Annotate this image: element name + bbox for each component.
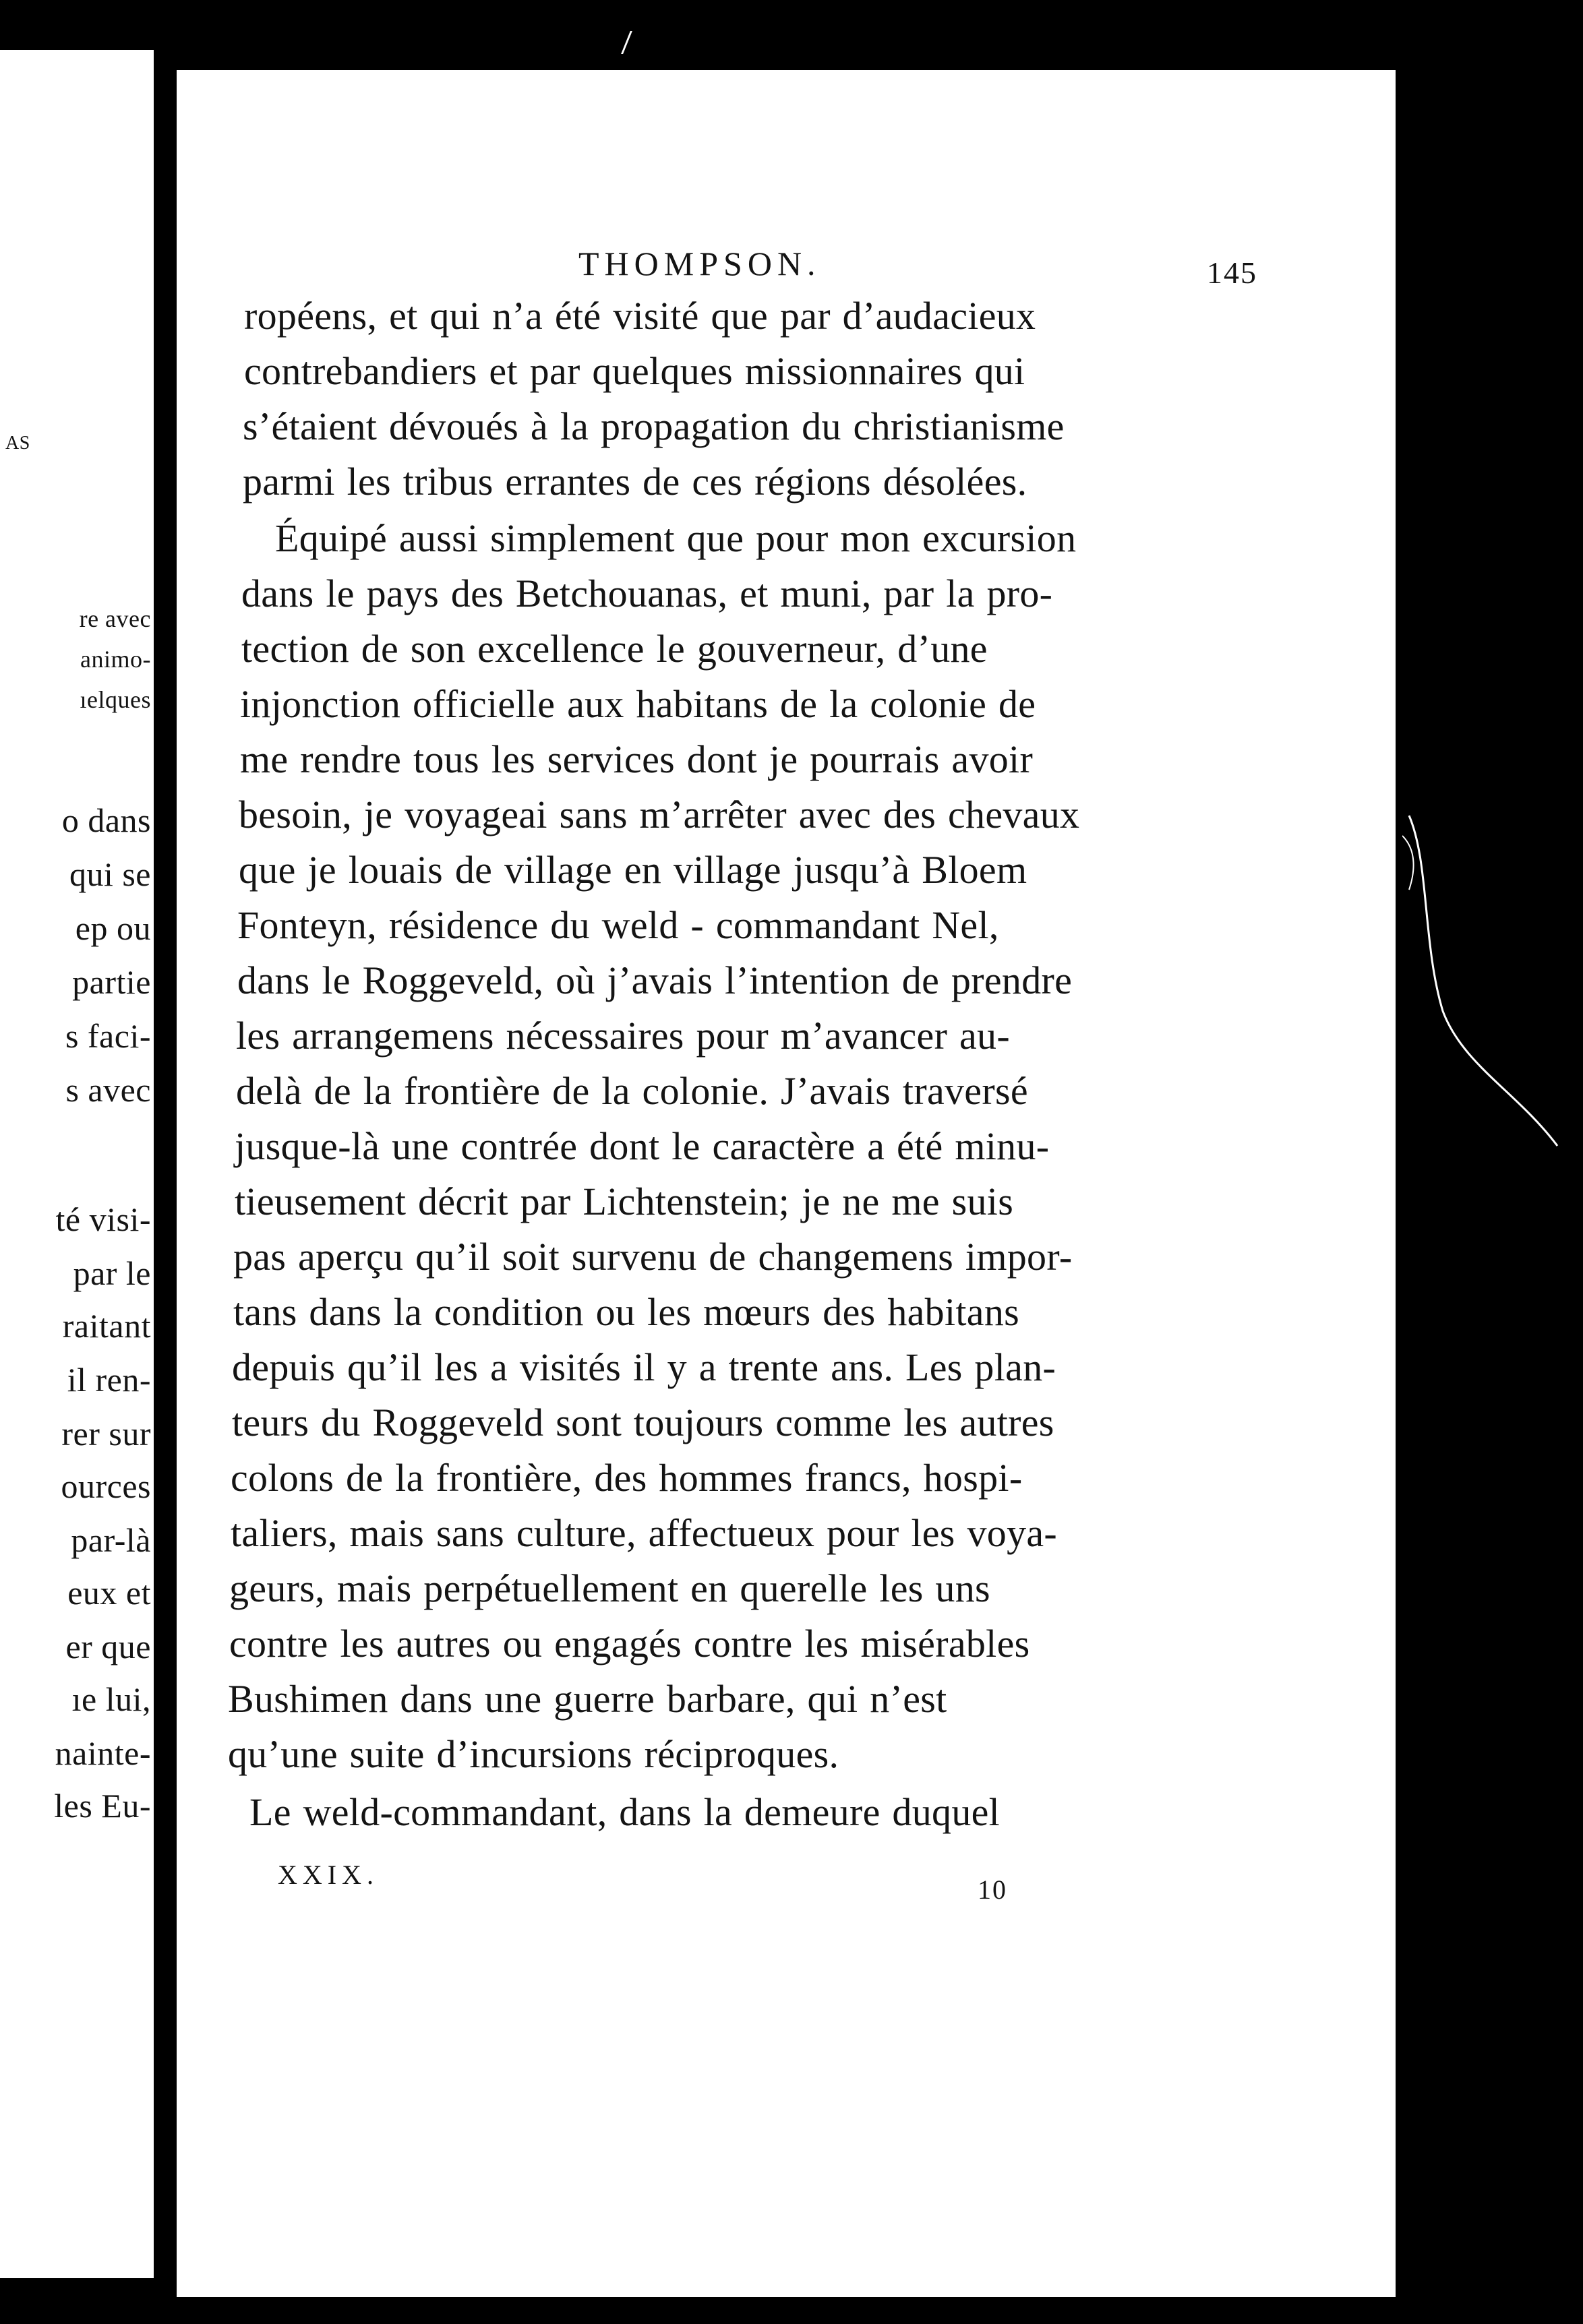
text-line: Équipé aussi simplement que pour mon excursion <box>275 516 1077 560</box>
text-line: Bushimen dans une guerre barbare, qui n’est <box>228 1677 947 1721</box>
left-page-edge <box>0 50 154 2278</box>
text-line: besoin, je voyageai sans m’arrêter avec des chevaux <box>239 793 1080 836</box>
text-line: tieusement décrit par Lichtenstein; je ne me suis <box>235 1180 1014 1223</box>
folio-number: 10 <box>978 1874 1007 1905</box>
text-line: Fonteyn, résidence du weld - commandant Nel, <box>237 903 999 947</box>
left-page-fragment: o dans <box>61 801 151 839</box>
text-line: depuis qu’il les a visités il y a trente ans. Les plan- <box>232 1345 1056 1389</box>
text-line: pas aperçu qu’il soit survenu de changemens impor- <box>233 1235 1073 1279</box>
left-page-fragment: qui se <box>69 855 151 893</box>
left-page-fragment: s faci- <box>65 1017 151 1055</box>
body-text <box>177 70 1396 2297</box>
left-page-fragment: raitant <box>62 1307 151 1345</box>
left-page-fragment: ıe lui, <box>71 1680 151 1718</box>
text-line: colons de la frontière, des hommes francs, hospi- <box>231 1456 1023 1500</box>
left-page-fragment: AS <box>5 433 30 454</box>
scanner-edge-curve <box>1402 809 1564 1159</box>
text-line: teurs du Roggeveld sont toujours comme les autres <box>232 1401 1054 1444</box>
text-line: contrebandiers et par quelques missionnaires qui <box>244 349 1025 393</box>
text-line: dans le pays des Betchouanas, et muni, par la pro- <box>241 572 1053 615</box>
left-page-fragment: par le <box>73 1254 151 1292</box>
left-page-fragment: nainte- <box>55 1734 151 1772</box>
left-page-fragment: ources <box>61 1467 151 1505</box>
left-page-fragment: er que <box>65 1628 151 1665</box>
left-page-fragment: partie <box>72 963 151 1001</box>
left-page-fragment: animo- <box>80 646 151 673</box>
text-line: que je louais de village en village jusqu’à Bloem <box>239 848 1027 892</box>
text-line: ropéens, et qui n’a été visité que par d’audacieux <box>244 294 1036 338</box>
text-line: dans le Roggeveld, où j’avais l’intention de prendre <box>237 958 1073 1002</box>
left-page-fragment: rer sur <box>61 1415 151 1452</box>
text-line: parmi les tribus errantes de ces régions désolées. <box>243 460 1027 503</box>
text-line: les arrangemens nécessaires pour m’avancer au- <box>236 1014 1010 1058</box>
left-page-fragment: re avec <box>79 605 151 632</box>
page-number: 145 <box>1207 255 1257 290</box>
left-page-fragment: té visi- <box>55 1200 151 1238</box>
running-head: THOMPSON. <box>578 245 821 282</box>
text-line: tans dans la condition ou les mœurs des habitans <box>233 1290 1020 1334</box>
left-page-fragment: ep ou <box>75 909 151 947</box>
text-line: contre les autres ou engagés contre les misérables <box>229 1622 1030 1665</box>
book-page <box>177 70 1396 2297</box>
text-line: Le weld-commandant, dans la demeure duquel <box>249 1790 1000 1834</box>
text-line: s’étaient dévoués à la propagation du christianisme <box>243 404 1065 448</box>
text-line: qu’une suite d’incursions réciproques. <box>228 1732 839 1776</box>
text-line: tection de son excellence le gouverneur, d’une <box>241 627 988 671</box>
text-line: taliers, mais sans culture, affectueux pour les voya- <box>231 1511 1058 1555</box>
text-line: injonction officielle aux habitans de la colonie de <box>240 682 1036 726</box>
text-line: geurs, mais perpétuellement en querelle les uns <box>229 1566 990 1610</box>
signature-mark: XXIX. <box>278 1860 379 1890</box>
text-line: jusque-là une contrée dont le caractère a été minu- <box>235 1124 1050 1168</box>
left-page-fragment: il ren- <box>67 1361 151 1399</box>
left-page-fragment: les Eu- <box>54 1787 151 1825</box>
left-page-fragment: par-là <box>71 1521 151 1559</box>
left-page-fragment: s avec <box>65 1071 151 1109</box>
text-line: me rendre tous les services dont je pourrais avoir <box>240 737 1034 781</box>
left-page-fragment: ıelques <box>80 686 151 713</box>
scan-mark <box>621 31 642 54</box>
left-page-fragment: eux et <box>67 1574 151 1612</box>
text-line: delà de la frontière de la colonie. J’avais traversé <box>236 1069 1028 1113</box>
